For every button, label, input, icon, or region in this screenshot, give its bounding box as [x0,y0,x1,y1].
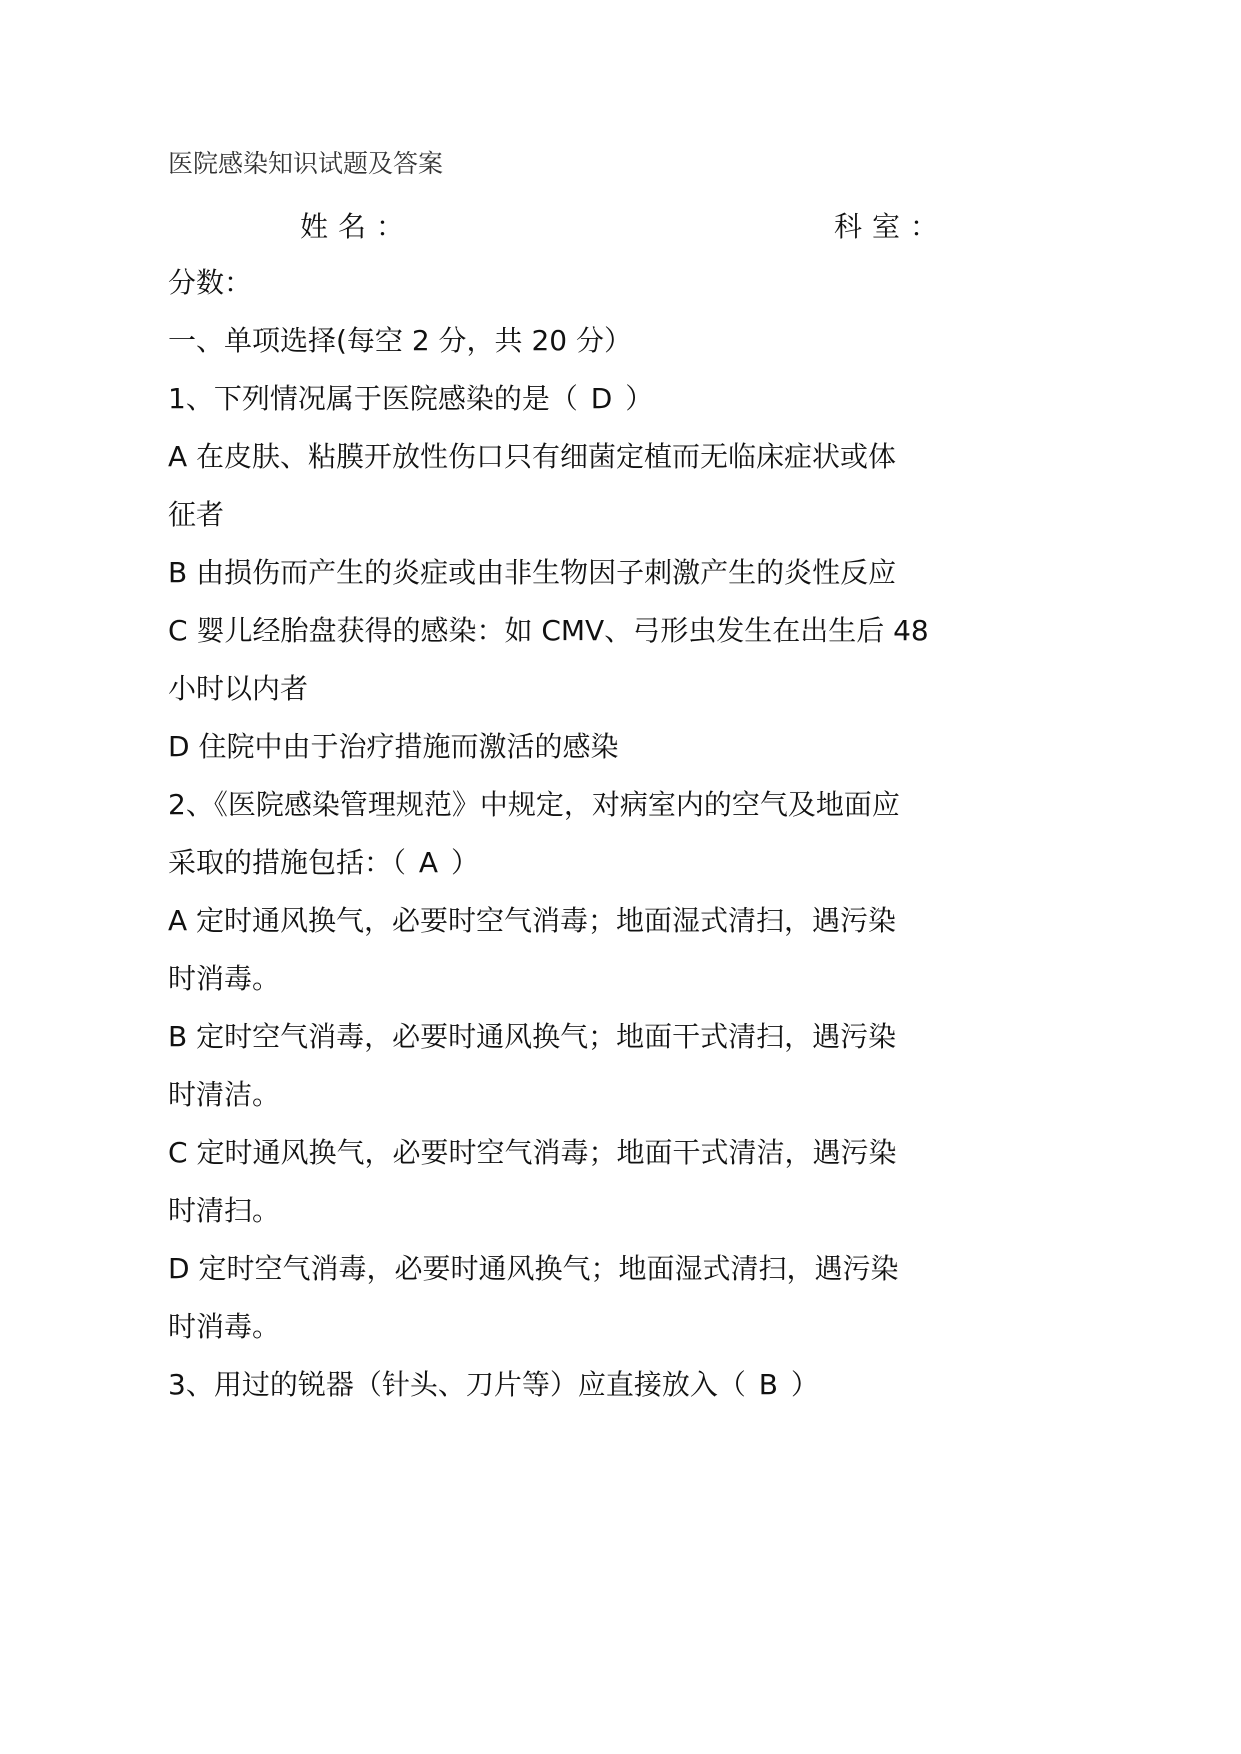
question-1-option-b: B 由损伤而产生的炎症或由非生物因子刺激产生的炎性反应 [168,556,897,589]
question-2-option-b: B 定时空气消毒，必要时通风换气；地面干式清扫，遇污染 [168,1020,897,1053]
question-3-stem-text: 3、用过的锐器（针头、刀片等）应直接放入（ [168,1368,746,1401]
question-1-answer: D [590,382,613,415]
question-1-option-a-cont: 征者 [168,498,225,531]
question-2-stem-cont [168,843,958,883]
question-2-stem-text: 采取的措施包括：（ [168,846,407,879]
question-1-option-d: D 住院中由于治疗措施而激活的感染 [168,730,619,763]
name-label: 姓名： [300,210,415,243]
question-1-stem [168,379,958,419]
question-1-option-c: C 婴儿经胎盘获得的感染：如 CMV、弓形虫发生在出生后 48 [168,614,929,647]
question-2-stem-close: ） [450,846,479,879]
document-title: 医院感染知识试题及答案 [168,149,444,178]
question-3-stem [168,1365,958,1405]
question-1-stem-close: ） [625,382,654,415]
question-2-option-b-cont: 时清洁。 [168,1078,281,1111]
question-1-stem-text: 1、下列情况属于医院感染的是（ [168,382,578,415]
question-2-answer: A [418,846,439,879]
question-2-option-a: A 定时通风换气，必要时空气消毒；地面湿式清扫，遇污染 [168,904,897,937]
section-heading: 一、单项选择(每空 2 分，共 20 分） [168,324,632,357]
question-1-option-c-cont: 小时以内者 [168,672,309,705]
question-2-option-a-cont: 时消毒。 [168,962,281,995]
question-2-option-c: C 定时通风换气，必要时空气消毒；地面干式清洁，遇污染 [168,1136,897,1169]
question-3-stem-close: ） [790,1368,819,1401]
score-label: 分数： [168,266,253,299]
question-2-option-d: D 定时空气消毒，必要时通风换气；地面湿式清扫，遇污染 [168,1252,899,1285]
question-2-option-c-cont: 时清扫。 [168,1194,281,1227]
question-3-answer: B [758,1368,778,1401]
question-2-option-d-cont: 时消毒。 [168,1310,281,1343]
department-label: 科室： [834,210,949,243]
question-1-option-a: A 在皮肤、粘膜开放性伤口只有细菌定植而无临床症状或体 [168,440,897,473]
question-2-stem: 2、《医院感染管理规范》中规定，对病室内的空气及地面应 [168,788,900,821]
